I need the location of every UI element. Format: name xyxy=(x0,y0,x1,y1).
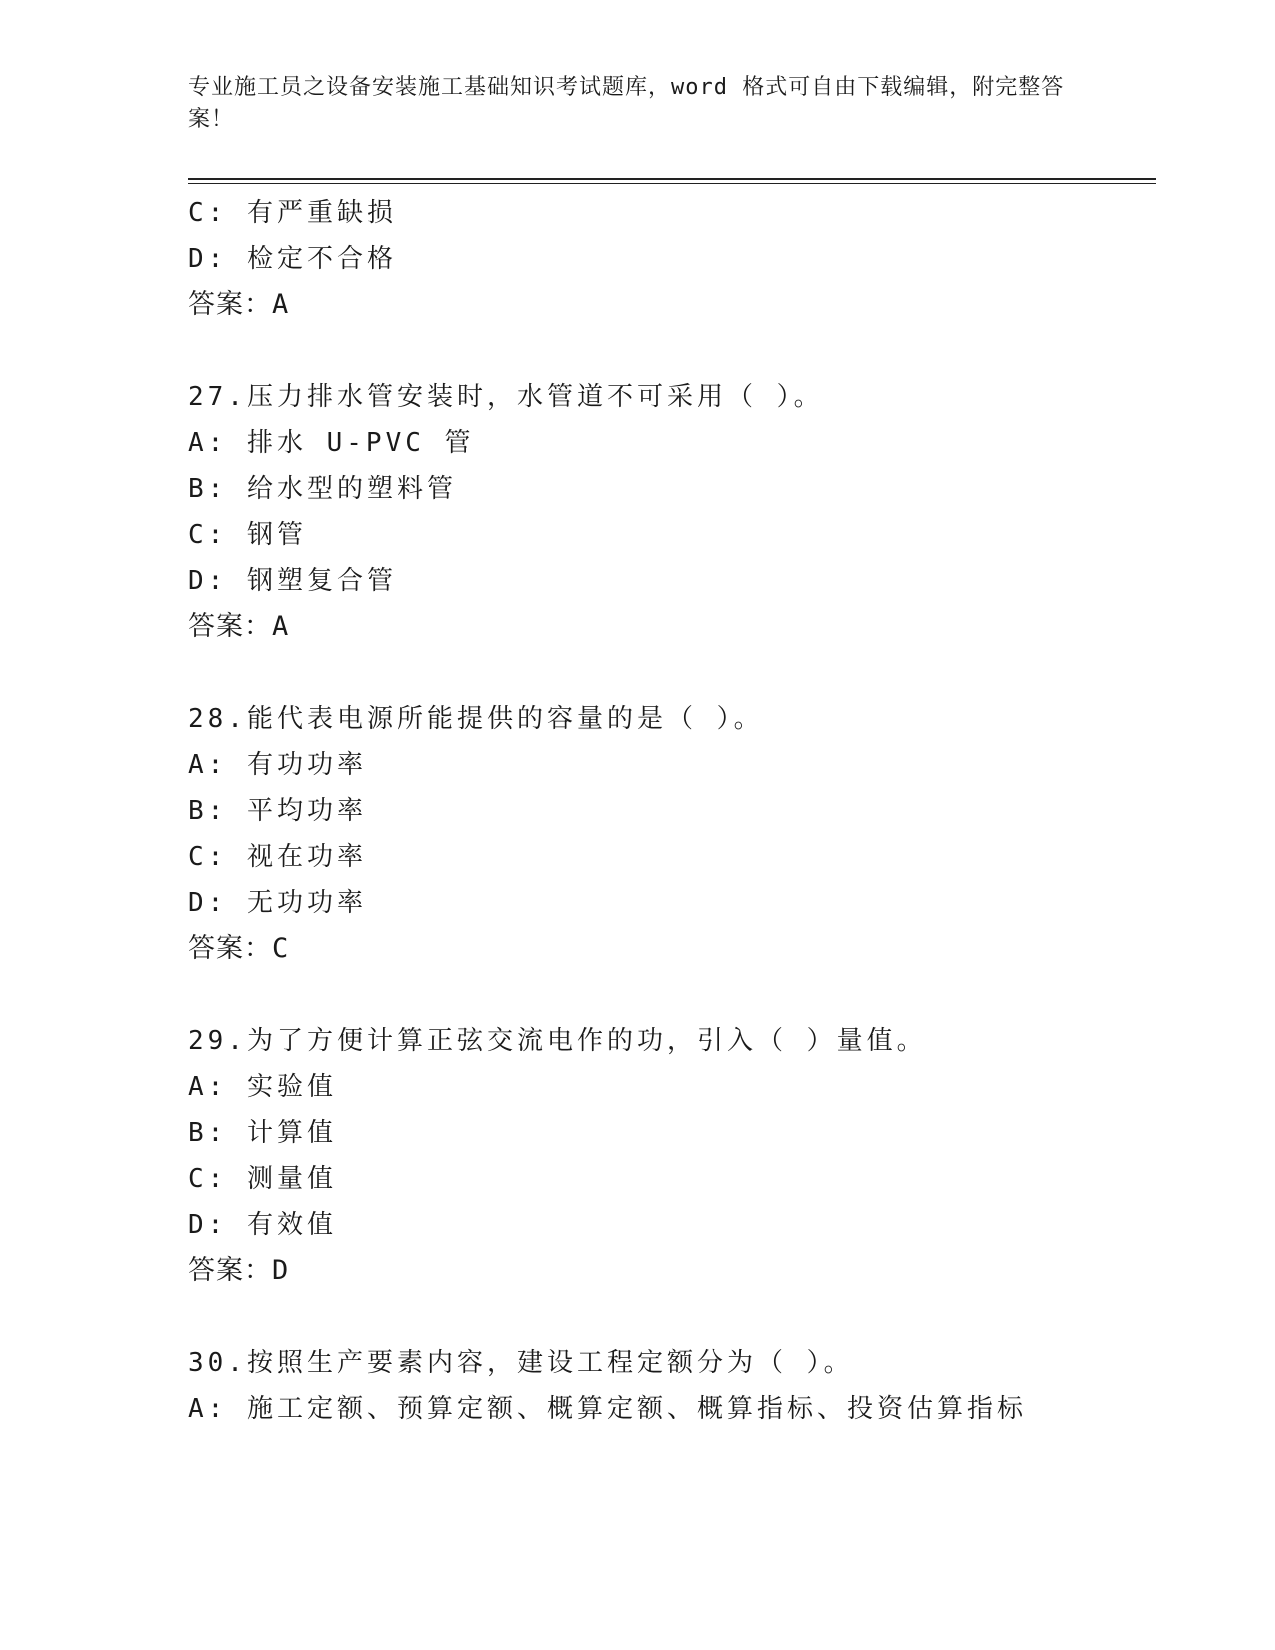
spacer xyxy=(188,650,1156,696)
question-stem: 29.为了方便计算正弦交流电作的功，引入（ ）量值。 xyxy=(188,1026,927,1056)
spacer xyxy=(188,328,1156,374)
option-c: C: 测量值 xyxy=(188,1164,337,1194)
question-29 xyxy=(188,1018,1156,1294)
option-d: D: 有效值 xyxy=(188,1210,337,1240)
spacer xyxy=(188,1294,1156,1340)
option-a: A: 有功功率 xyxy=(188,750,367,780)
answer-line: 答案：A xyxy=(188,611,290,642)
question-stem: 28.能代表电源所能提供的容量的是（ ）。 xyxy=(188,704,764,734)
header-rule-thin xyxy=(188,183,1156,184)
question-30 xyxy=(188,1340,1156,1432)
question-27 xyxy=(188,374,1156,650)
option-c: C: 有严重缺损 xyxy=(188,198,397,228)
option-d: D: 无功功率 xyxy=(188,888,367,918)
header-rule-thick xyxy=(188,178,1156,180)
continued-question xyxy=(188,190,1156,328)
option-d: D: 钢塑复合管 xyxy=(188,566,397,596)
option-b: B: 平均功率 xyxy=(188,796,367,826)
question-28 xyxy=(188,696,1156,972)
option-c: C: 钢管 xyxy=(188,520,307,550)
question-list xyxy=(188,190,1156,1432)
answer-line: 答案：C xyxy=(188,933,290,964)
option-a: A: 实验值 xyxy=(188,1072,337,1102)
answer-line: 答案：D xyxy=(188,1255,290,1286)
option-c: C: 视在功率 xyxy=(188,842,367,872)
question-stem: 30.按照生产要素内容，建设工程定额分为（ ）。 xyxy=(188,1348,854,1378)
document-header: 专业施工员之设备安装施工基础知识考试题库，word 格式可自由下载编辑，附完整答案！ xyxy=(188,75,1065,132)
question-stem: 27.压力排水管安装时，水管道不可采用（ ）。 xyxy=(188,382,824,412)
spacer xyxy=(188,972,1156,1018)
answer-line: 答案：A xyxy=(188,289,290,320)
option-b: B: 计算值 xyxy=(188,1118,337,1148)
option-b: B: 给水型的塑料管 xyxy=(188,474,457,504)
option-a: A: 施工定额、预算定额、概算定额、概算指标、投资估算指标 xyxy=(188,1394,1027,1424)
option-d: D: 检定不合格 xyxy=(188,244,397,274)
option-a: A: 排水 U-PVC 管 xyxy=(188,428,475,458)
